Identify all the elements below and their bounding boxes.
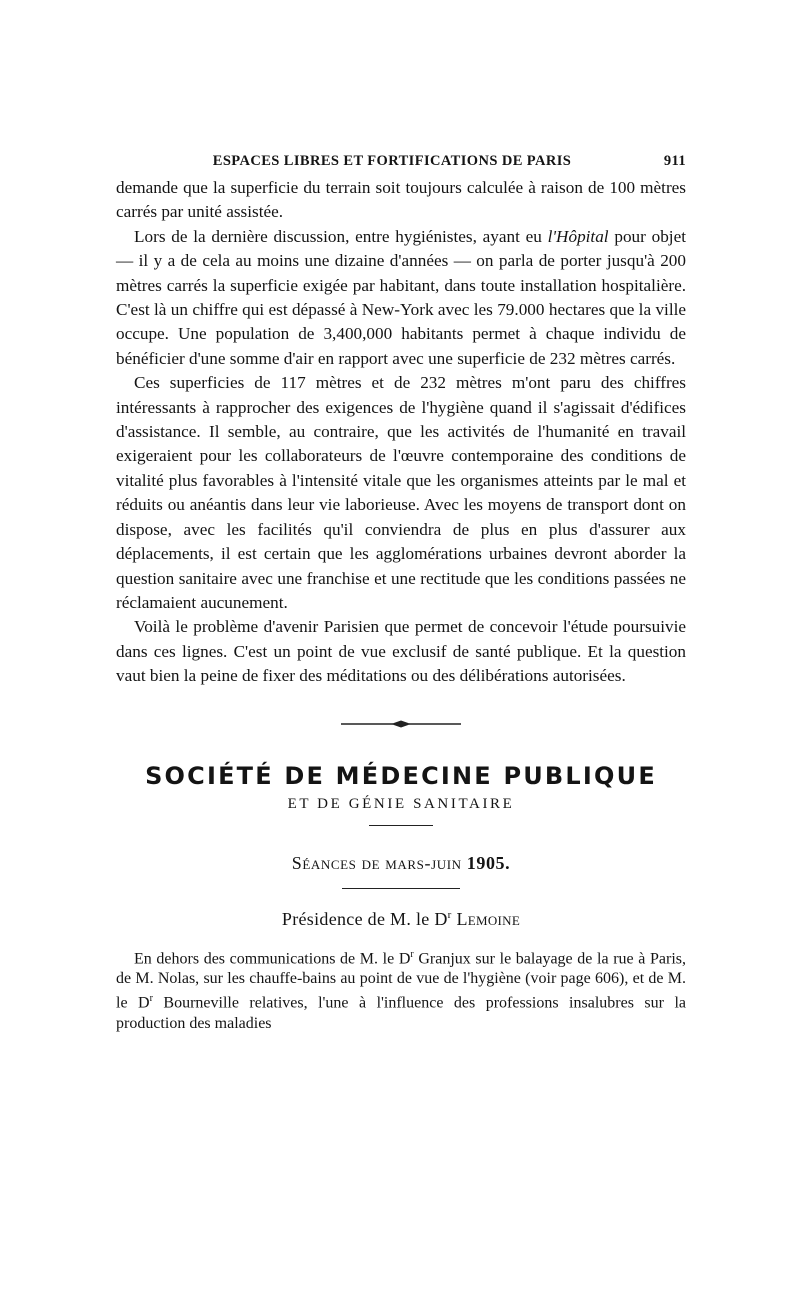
medium-rule xyxy=(342,888,460,889)
president-name: Lemoine xyxy=(456,908,521,929)
session-title xyxy=(116,853,686,874)
paragraph-3: Ces superficies de 117 mètres et de 232 mètres m'ont paru des chiffres intéressants à rapprocher des exigences de l'hygiène quand il s'agissait d'édifices d'assistance. Il semble, au contraire, que les activités de l'humanité en travail exigeraient pour les collaborateurs de l'œuvre contemporaine des conditions de vitalité plus favorables à l'intensité vitale que les organismes atteints par le mal et réduits ou anéantis dans leur vie laborieuse. Avec les moyens de transport dont on dispose, avec les facilités qu'il conviendra de plus en plus d'assurer aux déplacements, il est certain que les agglomérations urbaines devront aborder la question sanitaire avec une franchise et une rectitude que les conditions passées ne réclamaient aucunement. xyxy=(116,373,686,612)
page-number: 911 xyxy=(663,153,686,169)
session-year: 1905. xyxy=(466,852,511,873)
summary-part-1: En dehors des communications de M. le D xyxy=(134,949,411,967)
hopital-title: l'Hôpital xyxy=(547,226,609,246)
paragraph-4: Voilà le problème d'avenir Parisien que permet de concevoir l'étude poursuivie dans ces lignes. C'est un point de vue exclusif de santé publique. Et la question vaut bien la peine de fixer des méditations ou des délibérations autorisées. xyxy=(116,617,686,686)
summary-part-2: Granjux sur le balayage de la rue à Paris, de M. Nolas, sur les chauffe-bains au point de vue de l'hygiène (voir page 606), et de M. le D xyxy=(116,949,687,1012)
session-summary xyxy=(116,945,686,1034)
summary-paragraph xyxy=(116,945,686,1034)
article-body xyxy=(116,176,686,689)
summary-sup-1: r xyxy=(410,948,414,960)
paragraph-2-lead: Lors de la dernière discussion, entre hygiénistes, ayant eu xyxy=(134,226,548,246)
summary-sup-2: r xyxy=(149,993,153,1005)
presidence-line xyxy=(116,909,686,930)
short-rule xyxy=(369,825,433,826)
section-title: SOCIÉTÉ DE MÉDECINE PUBLIQUE xyxy=(145,761,657,790)
presidence-prefix: Présidence de M. le D xyxy=(281,908,448,929)
running-title: ESPACES LIBRES ET FORTIFICATIONS DE PARIS xyxy=(212,153,572,169)
summary-part-3: Bourneville relatives, l'une à l'influence des professions insalubres sur la production des maladies xyxy=(116,994,686,1032)
running-head xyxy=(116,150,686,176)
paragraph-1: demande que la superficie du terrain soit toujours calculée à raison de 100 mètres carrés par unité assistée. xyxy=(116,178,686,222)
session-label: Séances de mars-juin xyxy=(291,852,462,873)
paragraph-2-rest: pour objet — il y a de cela au moins une dizaine d'années — on parla de porter jusqu'à 200 mètres carrés la superficie exigée par habitant, dans toute installation hospitalière. C'est là un chiffre qui est dépassé à New-York avec les 79.000 hectares que la ville occupe. Une population de 3,400,000 habitants permet à chaque individu de bénéficier d'une somme d'air en rapport avec une superficie de 232 mètres carrés. xyxy=(116,226,686,368)
presidence-sup: r xyxy=(447,908,452,921)
section-subtitle: ET DE GÉNIE SANITAIRE xyxy=(287,795,515,812)
ornament-icon xyxy=(341,719,461,729)
ornamental-divider xyxy=(341,719,461,729)
paragraph-2 xyxy=(116,225,686,371)
document-page xyxy=(116,150,686,1034)
